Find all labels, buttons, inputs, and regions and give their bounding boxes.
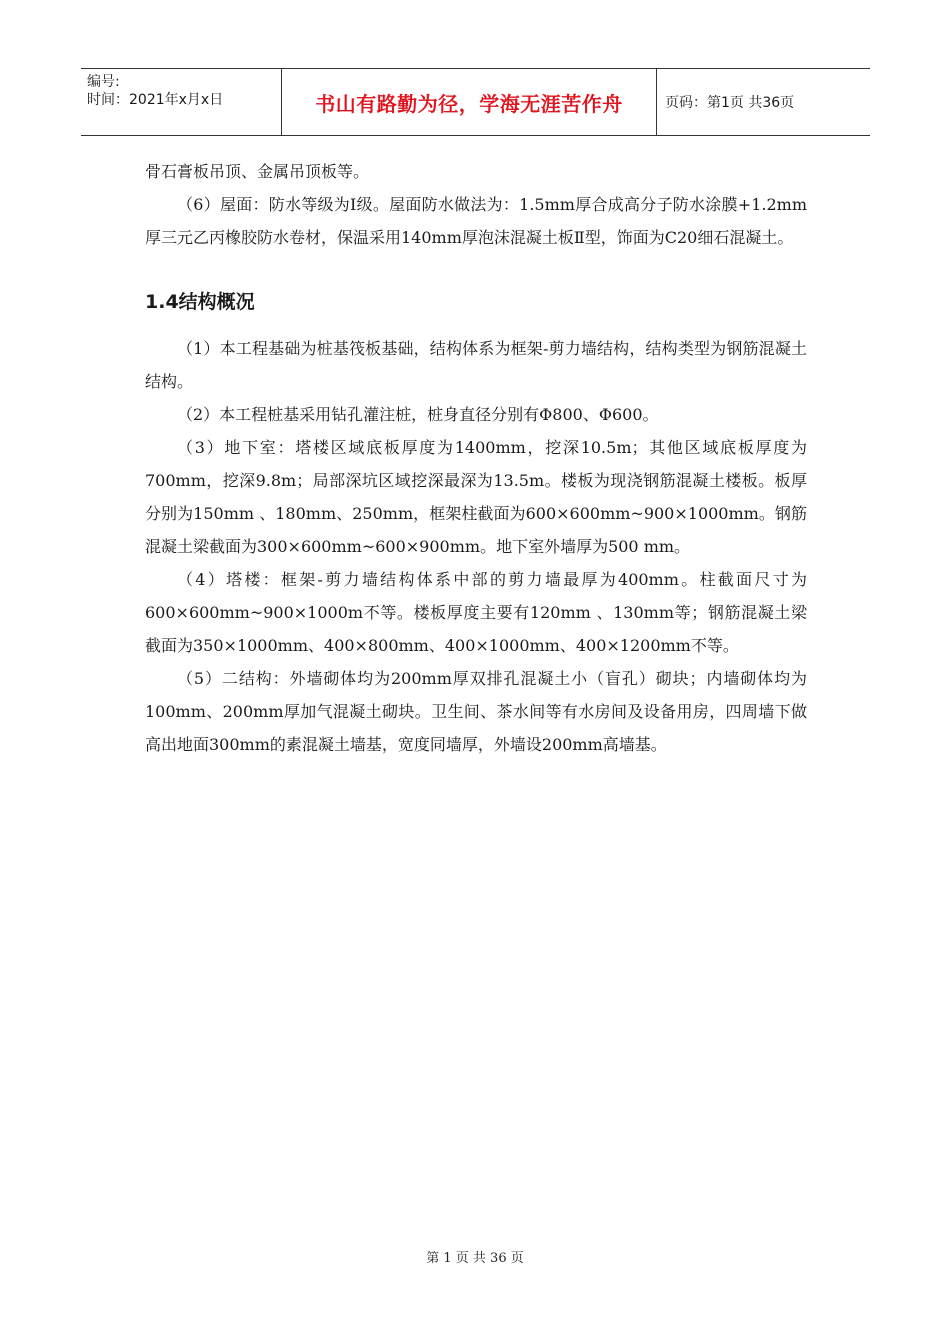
section-heading: 1.4结构概况 [145,291,255,313]
document-body [145,155,807,761]
serial-label: 编号: [87,74,120,90]
page-footer: 第 1 页 共 36 页 [426,1251,524,1266]
paragraph: （5）二结构：外墙砌体均为200mm厚双排孔混凝土小（盲孔）砌块；内墙砌体均为100mm、200mm厚加气混凝土砌块。卫生间、茶水间等有水房间及设备用房，四周墙下做高出地面300mm的素混凝土墙基，宽度同墙厚，外墙设200mm高墙基。 [145,669,807,754]
header-motto-cell [282,69,657,135]
paragraph: （1）本工程基础为桩基筏板基础，结构体系为框架-剪力墙结构，结构类型为钢筋混凝土结构。 [145,339,807,391]
date-label: 时间：2021年x月x日 [87,92,224,108]
page-info: 页码：第1页 共36页 [665,95,795,111]
paragraph: （2）本工程桩基采用钻孔灌注桩，桩身直径分别有Φ800、Φ600。 [177,405,659,424]
header-meta-cell [81,69,282,135]
paragraph: （6）屋面：防水等级为Ⅰ级。屋面防水做法为：1.5mm厚合成高分子防水涂膜+1.2mm厚三元乙丙橡胶防水卷材，保温采用140mm厚泡沫混凝土板Ⅱ型，饰面为C20细石混凝土。 [145,195,807,247]
paragraph: （4）塔楼：框架-剪力墙结构体系中部的剪力墙最厚为400mm。柱截面尺寸为600×600mm~900×1000m不等。楼板厚度主要有120mm 、130mm等；钢筋混凝土梁截面为350×1000mm、400×800mm、400×1000mm、400×1200mm不等。 [145,570,807,655]
paragraph: 骨石膏板吊顶、金属吊顶板等。 [145,162,370,181]
motto-text: 书山有路勤为径，学海无涯苦作舟 [315,91,623,116]
header-page-cell [657,69,870,135]
paragraph: （3）地下室：塔楼区域底板厚度为1400mm，挖深10.5m；其他区域底板厚度为700mm，挖深9.8m；局部深坑区域挖深最深为13.5m。楼板为现浇钢筋混凝土楼板。板厚分别为150mm 、180mm、250mm，框架柱截面为600×600mm~900×1000mm。钢筋混凝土梁截面为300×600mm~600×900mm。地下室外墙厚为500 mm。 [145,438,807,556]
document-header [81,68,870,136]
